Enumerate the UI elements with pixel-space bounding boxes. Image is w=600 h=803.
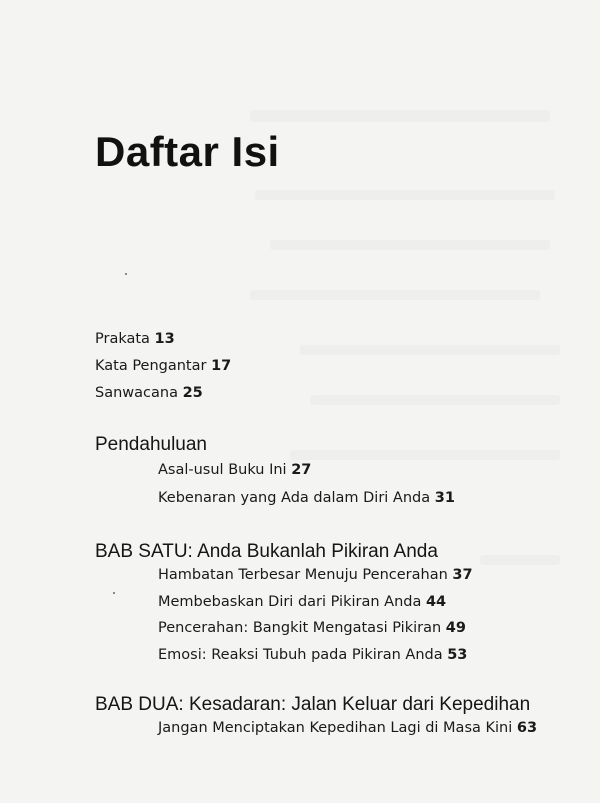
toc-entry-pencerahan <box>158 620 466 636</box>
section-heading-bab-satu: BAB SATU: Anda Bukanlah Pikiran Anda <box>95 541 438 562</box>
bleed-through-line <box>300 345 560 355</box>
toc-entry-label: Emosi: Reaksi Tubuh pada Pikiran Anda <box>158 647 443 663</box>
bleed-through-line <box>270 240 550 250</box>
toc-entry-page: 63 <box>516 720 538 736</box>
toc-entry-label: Sanwacana <box>95 385 178 401</box>
toc-entry-membebaskan <box>158 594 446 610</box>
toc-entry-page: 17 <box>211 358 232 374</box>
toc-entry-label: Prakata <box>95 331 150 347</box>
toc-entry-jangan <box>158 720 537 736</box>
toc-entry-kebenaran <box>158 490 455 506</box>
bleed-through-line <box>310 395 560 405</box>
bleed-through-line <box>255 190 555 200</box>
toc-entry-emosi <box>158 647 467 663</box>
toc-entry-page: 44 <box>425 594 447 610</box>
bleed-through-line <box>250 290 540 300</box>
bleed-through-line <box>250 110 550 122</box>
toc-entry-page: 25 <box>182 385 203 401</box>
toc-entry-page: 31 <box>434 490 455 506</box>
toc-entry-page: 37 <box>452 567 473 583</box>
toc-entry-label: Jangan Menciptakan Kepedihan Lagi di Masa Kini <box>158 720 513 736</box>
toc-entry-label: Membebaskan Diri dari Pikiran Anda <box>158 594 422 610</box>
toc-entry-hambatan <box>158 567 473 583</box>
toc-entry-label: Pencerahan: Bangkit Mengatasi Pikiran <box>158 620 442 636</box>
bleed-through-line <box>290 450 560 460</box>
scan-speck <box>113 592 115 594</box>
toc-entry-page: 53 <box>447 647 468 663</box>
toc-entry-label: Kebenaran yang Ada dalam Diri Anda <box>158 490 431 506</box>
toc-entry-asal-usul <box>158 462 311 478</box>
toc-entry-prakata <box>95 331 175 347</box>
toc-entry-page: 49 <box>445 620 466 636</box>
toc-entry-label: Asal-usul Buku Ini <box>158 462 287 478</box>
toc-entry-kata-pengantar <box>95 358 231 374</box>
section-heading-bab-dua: BAB DUA: Kesadaran: Jalan Keluar dari Kepedihan <box>95 694 531 715</box>
toc-entry-label: Hambatan Terbesar Menuju Pencerahan <box>158 567 448 583</box>
section-heading-pendahuluan: Pendahuluan <box>95 434 207 455</box>
bleed-through-line <box>480 555 560 565</box>
toc-entry-page: 13 <box>154 331 175 347</box>
toc-entry-label: Kata Pengantar <box>95 358 207 374</box>
scan-speck <box>125 273 127 275</box>
toc-entry-sanwacana <box>95 385 203 401</box>
toc-entry-page: 27 <box>291 462 312 478</box>
page-title: Daftar Isi <box>95 128 280 175</box>
